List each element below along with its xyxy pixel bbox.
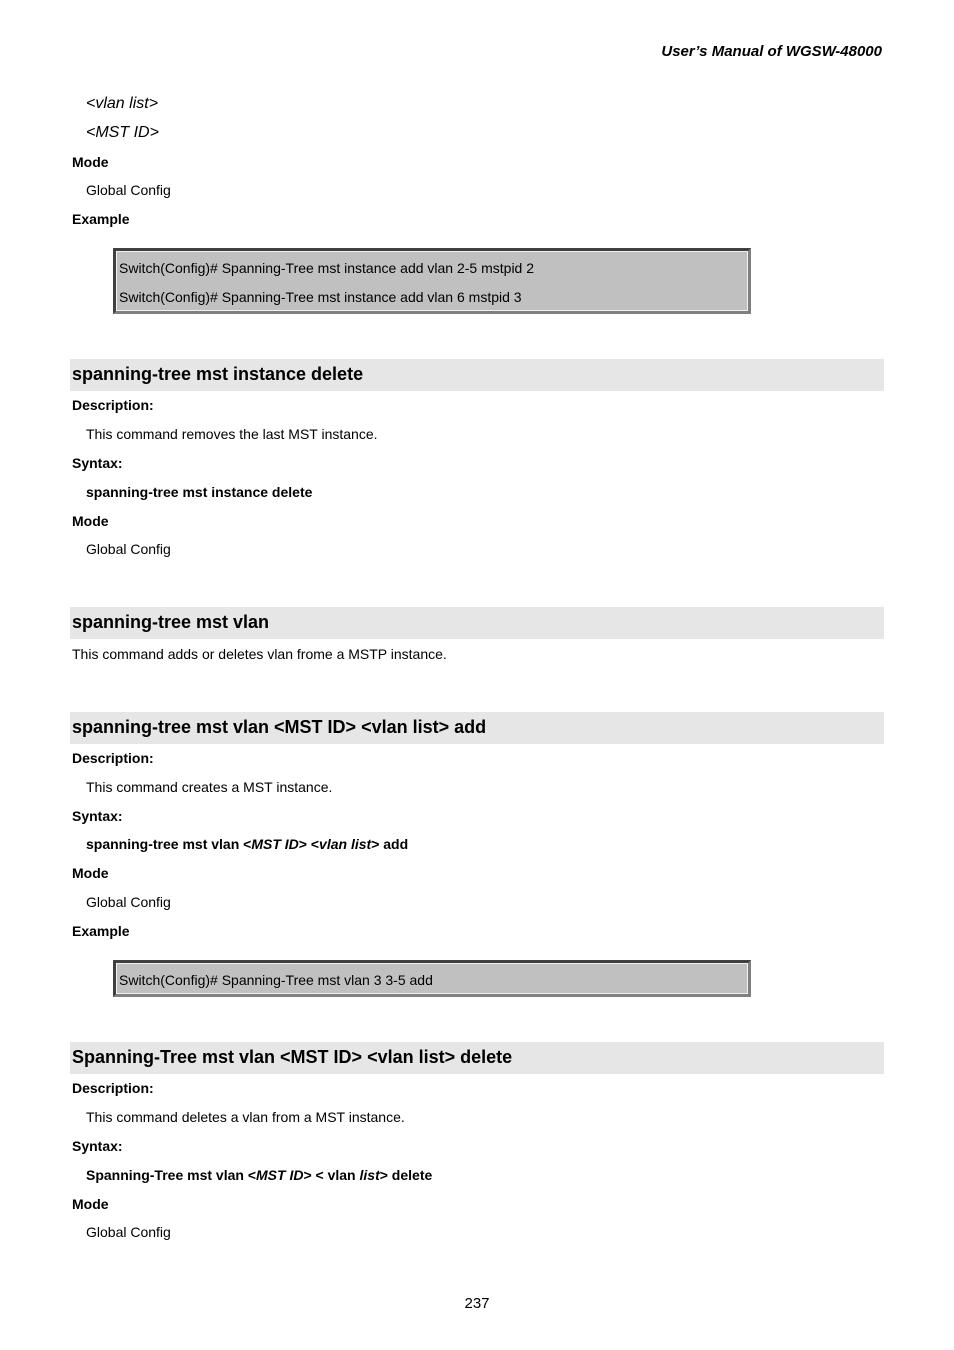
syntax-label: Syntax: [72, 808, 123, 824]
mode-value: Global Config [86, 1224, 171, 1240]
section-title: spanning-tree mst vlan <MST ID> <vlan list> add [72, 717, 487, 737]
section-heading [70, 712, 884, 744]
syntax-text: spanning-tree mst instance delete [86, 484, 313, 500]
page-number: 237 [464, 1295, 490, 1312]
mode-value: Global Config [86, 182, 171, 198]
syntax-text: spanning-tree mst vlan <MST ID> <vlan list> add [86, 836, 409, 852]
example-code-line: Switch(Config)# Spanning-Tree mst instance add vlan 6 mstpid 3 [119, 289, 522, 305]
description-text: This command deletes a vlan from a MST instance. [86, 1109, 405, 1125]
section-text: This command adds or deletes vlan frome a MSTP instance. [72, 646, 447, 662]
section-heading [70, 1042, 884, 1074]
example-label: Example [72, 211, 130, 227]
param-vlan-list: <vlan list> [86, 95, 159, 112]
section-title: spanning-tree mst instance delete [72, 364, 364, 384]
example-code-line: Switch(Config)# Spanning-Tree mst instance add vlan 2-5 mstpid 2 [119, 260, 535, 276]
manual-header-title: User’s Manual of WGSW-48000 [661, 43, 882, 60]
param-mst-id: <MST ID> [86, 124, 159, 141]
example-code-box [113, 248, 751, 314]
mode-value: Global Config [86, 894, 171, 910]
section-heading [70, 607, 884, 639]
syntax-text: Spanning-Tree mst vlan <MST ID> < vlan list> delete [86, 1167, 433, 1183]
mode-label: Mode [72, 513, 109, 529]
section-heading [70, 359, 884, 391]
syntax-label: Syntax: [72, 455, 123, 471]
section-title: Spanning-Tree mst vlan <MST ID> <vlan list> delete [72, 1047, 513, 1067]
description-label: Description: [72, 750, 154, 766]
section-title: spanning-tree mst vlan [72, 612, 270, 632]
description-label: Description: [72, 397, 154, 413]
description-label: Description: [72, 1080, 154, 1096]
description-text: This command creates a MST instance. [86, 779, 333, 795]
syntax-label: Syntax: [72, 1138, 123, 1154]
mode-label: Mode [72, 154, 109, 170]
example-code-line: Switch(Config)# Spanning-Tree mst vlan 3 3-5 add [119, 972, 433, 988]
example-label: Example [72, 923, 130, 939]
mode-label: Mode [72, 865, 109, 881]
example-code-box [113, 960, 751, 997]
description-text: This command removes the last MST instance. [86, 426, 378, 442]
mode-value: Global Config [86, 541, 171, 557]
mode-label: Mode [72, 1196, 109, 1212]
